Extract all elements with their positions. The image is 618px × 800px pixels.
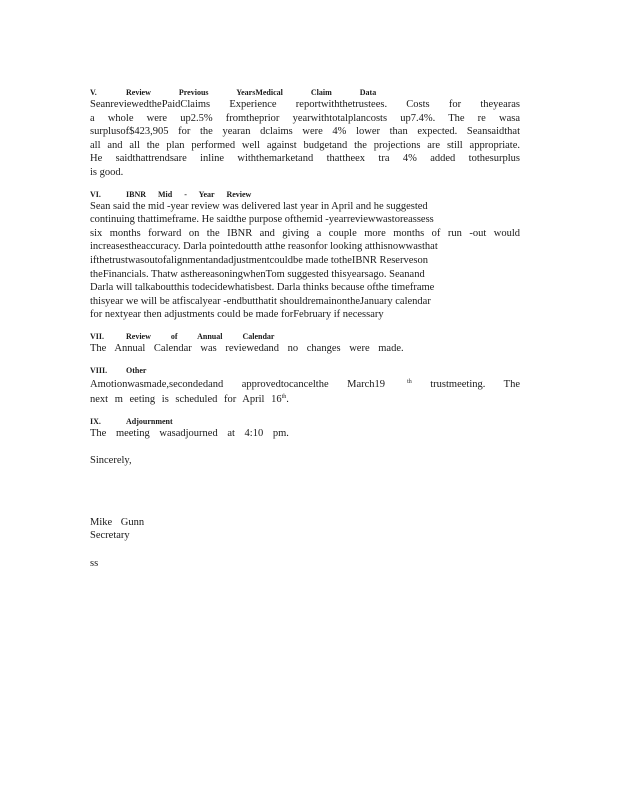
ordinal-suffix: th — [407, 378, 412, 385]
section-title: Review Previous YearsMedical Claim Data — [126, 88, 377, 97]
closing-text: Sincerely, — [90, 455, 132, 467]
section-ix — [90, 417, 520, 441]
signature-space — [90, 468, 520, 516]
spacer — [90, 543, 520, 557]
section-number: VII. — [90, 331, 105, 341]
paragraph-line: Sean said the mid -year review was delivered last year in April and he suggested — [90, 200, 428, 212]
paragraph-line: SeanreviewedthePaidClaims Experience reportwiththetrustees. Costs for theyearas — [90, 99, 520, 110]
section-number: V. — [90, 88, 97, 97]
section-title: IBNR Mid - Year Review — [126, 189, 252, 199]
paragraph-line: continuing thattimeframe. He saidthe purpose ofthemid -yearreviewwastoreassess — [90, 214, 434, 226]
paragraph-line: six months forward on the IBNR and giving a couple more months of run -out would — [90, 227, 520, 239]
paragraph-line: The meeting wasadjourned at 4:10 pm. — [90, 427, 289, 439]
section-heading — [90, 332, 520, 342]
section-number: VI. — [90, 189, 101, 199]
document-body — [90, 88, 520, 571]
paragraph-line: for nextyear then adjustments could be made forFebruary if necessary — [90, 309, 384, 321]
paragraph-line: all and all the plan performed well against budgetand the projections are still appropriate. — [90, 139, 520, 151]
section-vii — [90, 332, 520, 356]
section-number: VIII. — [90, 365, 108, 375]
section-v — [90, 88, 520, 180]
paragraph-line: ifthetrustwasoutofalignmentandadjustmentcouldbe made totheIBNR Reserveson — [90, 254, 428, 266]
line-text: . — [286, 394, 289, 406]
section-viii — [90, 366, 520, 407]
section-heading — [90, 88, 520, 98]
line-text: Amotionwasmade,secondedand approvedtocancelthe March19 — [90, 378, 386, 390]
paragraph-line: The Annual Calendar was reviewedand no changes were made. — [90, 342, 404, 354]
paragraph-line: increasestheaccuracy. Darla pointedoutth atthe reasonfor looking atthisnowwasthat — [90, 241, 438, 253]
line-text: trustmeeting. The — [430, 378, 521, 390]
paragraph-line: theFinancials. Thatw asthereasoningwhenTom suggested thisyearsago. Seanand — [90, 268, 425, 280]
signer-title: Secretary — [90, 530, 130, 542]
paragraph-line: is good. — [90, 166, 124, 178]
typist-initials: ss — [90, 558, 99, 570]
paragraph-line: thisyear we will be atfiscalyear -endbutthatit shouldremainontheJanuary calendar — [90, 295, 431, 307]
section-title: Other — [126, 365, 147, 375]
section-heading — [90, 366, 520, 376]
paragraph-line: Darla will talkaboutthis todecidewhatisbest. Darla thinks because ofthe timeframe — [90, 282, 435, 294]
ordinal-suffix: th — [281, 394, 287, 401]
paragraph-line — [90, 376, 520, 392]
paragraph-line: He saidthattrendsare inline withthemarketand thattheex tra 4% added tothesurplus — [90, 153, 520, 165]
paragraph-line — [90, 391, 520, 407]
signer-name: Mike Gunn — [90, 516, 145, 528]
section-number: IX. — [90, 416, 101, 426]
section-heading — [90, 417, 520, 427]
section-title: Adjournment — [126, 416, 173, 426]
paragraph-line: a whole were up2.5% fromtheprior yearwithtotalplancosts up7.4%. The re wasa — [90, 112, 520, 124]
section-vi — [90, 190, 520, 322]
line-text: next m eeting is scheduled for April 16 — [90, 394, 282, 406]
section-title: Review of Annual Calendar — [126, 331, 275, 341]
section-heading — [90, 190, 520, 200]
paragraph-line: surplusof$423,905 for the yearan dclaims were 4% lower than expected. Seansaidthat — [90, 126, 520, 138]
